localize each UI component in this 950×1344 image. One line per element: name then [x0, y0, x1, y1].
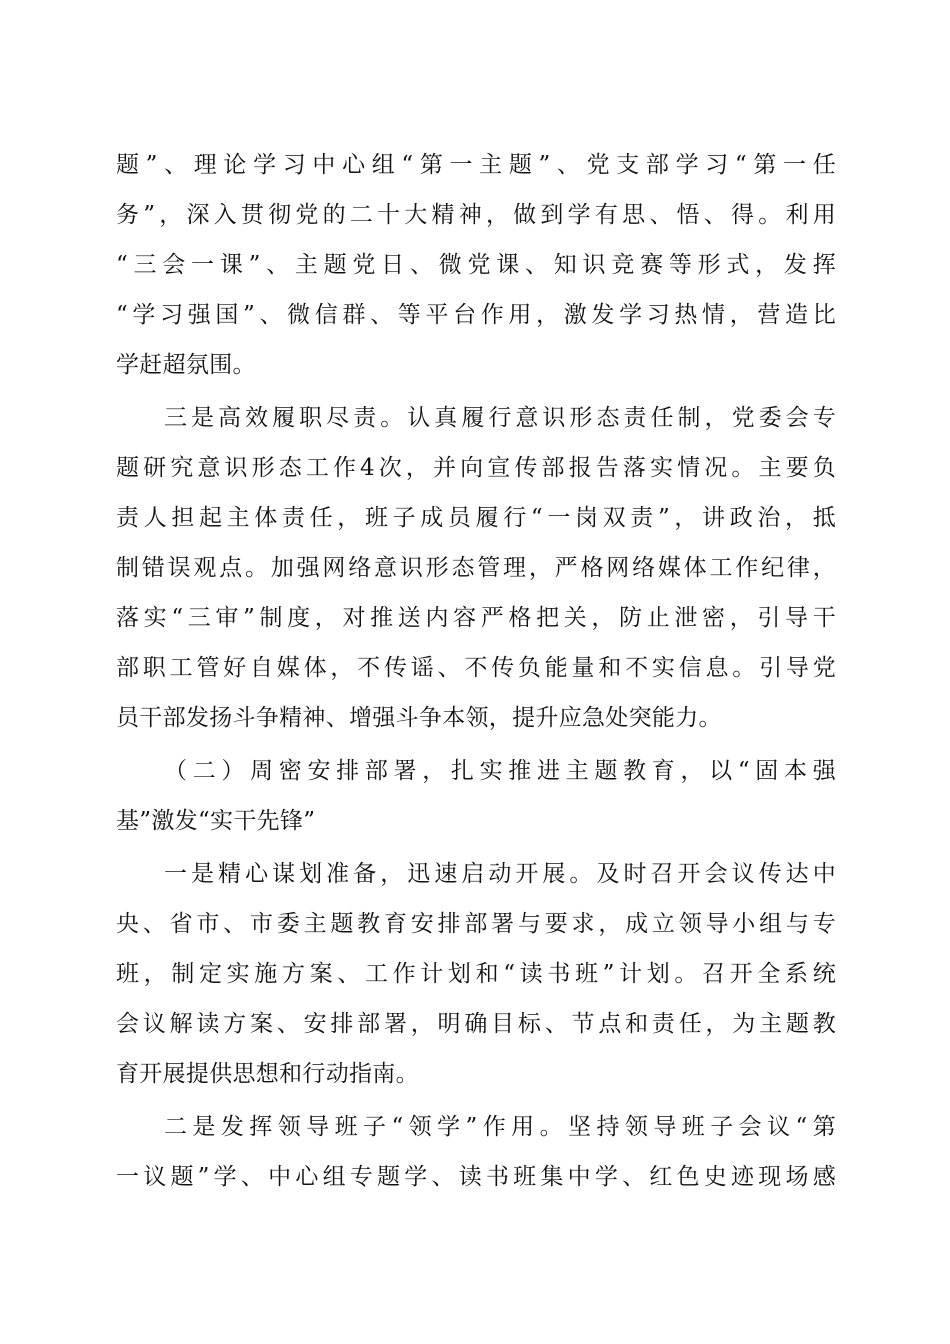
document-body — [116, 140, 836, 1202]
text-line: 会议解读方案、安排部署，明确目标、节点和责任，为主题教 — [116, 1011, 836, 1037]
text-line: 员干部发扬斗争精神、增强斗争本领，提升应急处突能力。 — [116, 705, 722, 731]
text-line: 育开展提供思想和行动指南。 — [116, 1061, 419, 1087]
paragraph — [116, 140, 836, 390]
text-line: 班，制定实施方案、工作计划和“读书班”计划。召开全系统 — [116, 961, 836, 987]
text-line: 央、省市、市委主题教育安排部署与要求，成立领导小组与专 — [116, 911, 836, 937]
text-line: 一是精心谋划准备，迅速启动开展。及时召开会议传达中 — [164, 861, 836, 887]
text-line: 部职工管好自媒体，不传谣、不传负能量和不实信息。引导党 — [116, 655, 836, 681]
text-line: 题”、理论学习中心组“第一主题”、党支部学习“第一任 — [116, 152, 836, 178]
text-line: 落实“三审”制度，对推送内容严格把关，防止泄密，引导干 — [116, 605, 836, 631]
heading-line: 基”激发“实干先锋” — [116, 808, 316, 834]
paragraph — [116, 849, 836, 1099]
heading-line: （二）周密安排部署，扎实推进主题教育，以“固本强 — [164, 758, 836, 784]
text-line: 三是高效履职尽责。认真履行意识形态责任制，党委会专 — [164, 405, 836, 431]
text-line: 学赶超氛围。 — [116, 352, 256, 378]
paragraph — [116, 1102, 836, 1202]
section-heading — [116, 746, 836, 846]
text-line: 务”，深入贯彻党的二十大精神，做到学有思、悟、得。利用 — [116, 202, 836, 228]
text-line: 题研究意识形态工作4次，并向宣传部报告落实情况。主要负 — [116, 455, 836, 481]
text-line: 一议题”学、中心组专题学、读书班集中学、红色史迹现场感 — [116, 1164, 836, 1190]
text-line: 责人担起主体责任，班子成员履行“一岗双责”，讲政治，抵 — [116, 505, 836, 531]
text-line: “三会一课”、主题党日、微党课、知识竞赛等形式，发挥 — [116, 252, 836, 278]
text-line: “学习强国”、微信群、等平台作用，激发学习热情，营造比 — [116, 302, 836, 328]
text-line: 二是发挥领导班子“领学”作用。坚持领导班子会议“第 — [164, 1114, 836, 1140]
paragraph — [116, 393, 836, 743]
text-line: 制错误观点。加强网络意识形态管理，严格网络媒体工作纪律， — [116, 555, 836, 581]
